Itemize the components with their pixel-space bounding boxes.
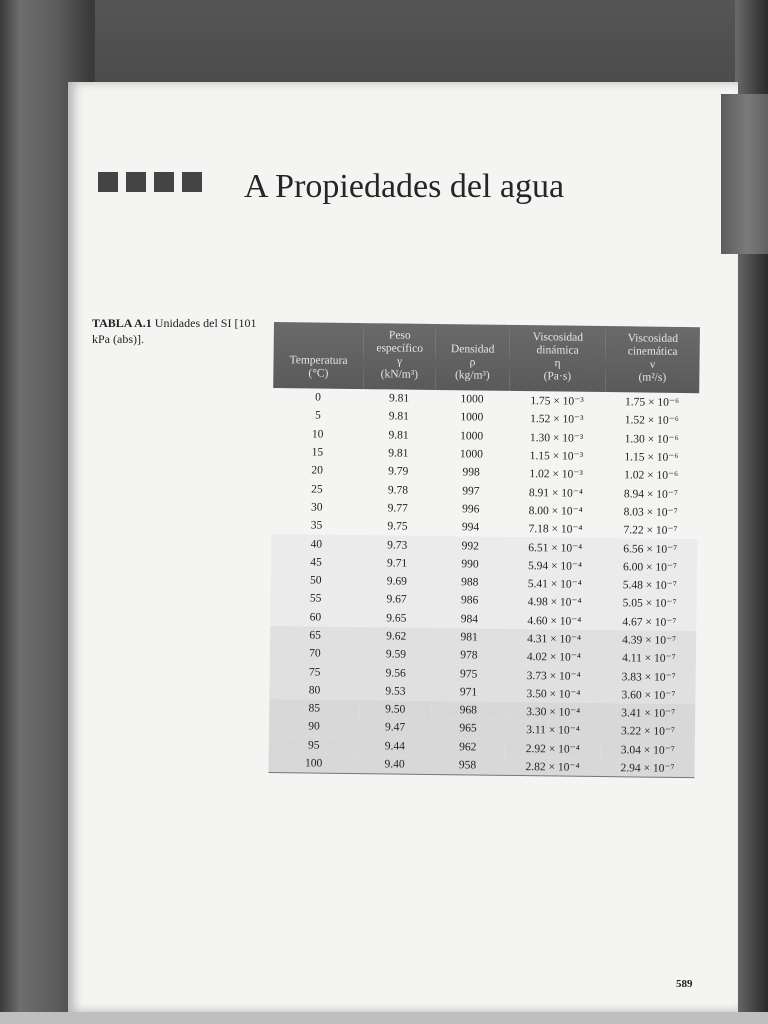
table-cell: 65 bbox=[309, 629, 321, 642]
table-cell: 6.00 × 10⁻⁷ bbox=[622, 561, 678, 574]
chapter-square bbox=[182, 172, 202, 192]
table-cell: 4.67 × 10⁻⁷ bbox=[622, 615, 677, 629]
table-cell: 962 bbox=[459, 741, 477, 754]
table-cell: 95 bbox=[308, 739, 320, 752]
table-cell: 9.81 bbox=[388, 392, 410, 405]
table-cell: 10 bbox=[311, 428, 324, 441]
chapter-square bbox=[98, 172, 118, 192]
table-cell: 9.53 bbox=[385, 685, 406, 698]
table-cell: 9.81 bbox=[388, 429, 409, 442]
table-cell: 1.15 × 10⁻³ bbox=[529, 450, 584, 463]
table-cell: 4.39 × 10⁻⁷ bbox=[622, 634, 677, 647]
table-cell: 9.47 bbox=[384, 721, 406, 735]
thumb-tab-marker bbox=[721, 94, 768, 254]
header-specific-weight: Peso específico γ (kN/m³) bbox=[363, 323, 436, 390]
header-temperature: Temperatura (°C) bbox=[273, 322, 364, 389]
table-cell: 997 bbox=[462, 484, 480, 498]
table-cell: 9.40 bbox=[358, 755, 430, 775]
table-cell: 975 bbox=[460, 667, 478, 681]
table-row bbox=[268, 754, 694, 778]
table-cell: 968 bbox=[459, 704, 477, 717]
table-cell: 4.31 × 10⁻⁴ bbox=[527, 633, 582, 646]
table-cell: 100 bbox=[268, 754, 358, 774]
table-cell: 4.60 × 10⁻⁴ bbox=[527, 614, 582, 628]
table-cell: 992 bbox=[461, 539, 479, 553]
page-number: 589 bbox=[676, 978, 693, 990]
table-cell: 3.41 × 10⁻⁷ bbox=[621, 707, 676, 721]
table-cell: 990 bbox=[461, 558, 479, 571]
table-cell: 20 bbox=[311, 464, 324, 477]
table-cell: 0 bbox=[315, 391, 322, 404]
table-cell: 3.22 × 10⁻⁷ bbox=[620, 725, 676, 739]
table-cell: 1.30 × 10⁻⁶ bbox=[624, 433, 679, 446]
table-cell: 986 bbox=[460, 594, 479, 607]
table-cell: 3.73 × 10⁻⁴ bbox=[526, 669, 581, 683]
table-cell: 70 bbox=[309, 647, 321, 660]
table-cell: 9.65 bbox=[386, 612, 407, 625]
header-density: Densidad ρ (kg/m³) bbox=[435, 324, 510, 391]
table-cell: 1.75 × 10⁻⁶ bbox=[624, 396, 680, 410]
table-cell: 50 bbox=[310, 574, 322, 587]
table-cell: 9.67 bbox=[386, 593, 407, 607]
table-cell: 40 bbox=[310, 537, 323, 551]
table-cell: 9.44 bbox=[384, 740, 405, 753]
table-cell: 25 bbox=[311, 483, 323, 496]
table-cell: 2.82 × 10⁻⁴ bbox=[504, 757, 600, 777]
chapter-square bbox=[126, 172, 146, 192]
table-cell: 30 bbox=[310, 501, 323, 514]
table-cell: 978 bbox=[460, 649, 478, 662]
table-cell: 4.02 × 10⁻⁴ bbox=[526, 651, 581, 665]
table-cell: 7.18 × 10⁻⁴ bbox=[528, 523, 583, 537]
table-cell: 1.02 × 10⁻³ bbox=[529, 468, 583, 482]
chapter-squares bbox=[98, 172, 202, 192]
table-cell: 971 bbox=[459, 686, 478, 699]
table-cell: 90 bbox=[308, 720, 320, 734]
table-cell: 1.52 × 10⁻³ bbox=[530, 413, 584, 427]
table-cell: 996 bbox=[462, 503, 480, 516]
water-properties-table bbox=[268, 322, 699, 778]
table-cell: 6.56 × 10⁻⁷ bbox=[623, 542, 678, 556]
table-body bbox=[268, 388, 699, 778]
table-cell: 984 bbox=[460, 613, 479, 626]
header-kinematic-viscosity: Viscosidad cinemática ν (m²/s) bbox=[605, 326, 700, 393]
table-caption-label: TABLA A.1 bbox=[92, 316, 152, 330]
table-cell: 3.83 × 10⁻⁷ bbox=[621, 670, 676, 684]
table-cell: 981 bbox=[460, 631, 478, 644]
table-cell: 9.75 bbox=[387, 520, 408, 533]
table-cell: 1.75 × 10⁻³ bbox=[530, 395, 584, 408]
table-cell: 15 bbox=[311, 446, 324, 459]
table-cell: 9.69 bbox=[386, 575, 407, 588]
table-cell: 5.48 × 10⁻⁷ bbox=[622, 579, 677, 593]
table-cell: 3.30 × 10⁻⁴ bbox=[526, 706, 581, 719]
table-cell: 8.03 × 10⁻⁷ bbox=[623, 506, 678, 519]
table-cell: 9.71 bbox=[386, 557, 408, 570]
table-cell: 8.94 × 10⁻⁷ bbox=[623, 487, 678, 501]
table-cell: 8.00 × 10⁻⁴ bbox=[528, 505, 583, 518]
table-cell: 8.91 × 10⁻⁴ bbox=[528, 486, 583, 500]
chapter-square bbox=[154, 172, 174, 192]
table-cell: 1000 bbox=[460, 411, 484, 425]
table-cell: 2.92 × 10⁻⁴ bbox=[525, 742, 580, 756]
table-cell: 4.11 × 10⁻⁷ bbox=[622, 652, 676, 666]
table-cell: 80 bbox=[308, 684, 321, 697]
table-cell: 6.51 × 10⁻⁴ bbox=[528, 541, 583, 555]
table-cell: 994 bbox=[461, 521, 480, 534]
table-cell: 1.52 × 10⁻⁶ bbox=[624, 414, 679, 428]
table-cell: 2.94 × 10⁻⁷ bbox=[600, 758, 694, 778]
table-cell: 9.50 bbox=[385, 703, 406, 716]
table-cell: 3.60 × 10⁻⁷ bbox=[621, 689, 676, 702]
table-cell: 9.78 bbox=[387, 484, 409, 497]
table-header-row bbox=[273, 322, 700, 393]
table-cell: 958 bbox=[430, 756, 504, 776]
table-cell: 5.41 × 10⁻⁴ bbox=[527, 578, 582, 591]
scan-background-bottom bbox=[0, 1012, 768, 1024]
table-cell: 1.15 × 10⁻⁶ bbox=[624, 451, 679, 464]
table-cell: 85 bbox=[308, 702, 321, 715]
table-cell: 4.98 × 10⁻⁴ bbox=[527, 596, 582, 610]
table-caption bbox=[92, 315, 262, 347]
table-cell: 3.11 × 10⁻⁴ bbox=[526, 724, 580, 738]
table-cell: 1000 bbox=[460, 393, 484, 406]
chapter-title: A Propiedades del agua bbox=[244, 168, 565, 205]
table-cell: 3.04 × 10⁻⁷ bbox=[620, 744, 675, 757]
table-cell: 60 bbox=[309, 611, 322, 624]
table-cell: 5.94 × 10⁻⁴ bbox=[527, 559, 583, 573]
table-cell: 9.59 bbox=[385, 648, 407, 661]
water-properties-table-wrap bbox=[268, 322, 700, 792]
table-cell: 55 bbox=[309, 592, 322, 606]
table-cell: 9.62 bbox=[386, 630, 407, 643]
table-cell: 35 bbox=[310, 519, 323, 532]
table-cell: 7.22 × 10⁻⁷ bbox=[623, 524, 678, 538]
header-dynamic-viscosity: Viscosidad dinámica η (Pa·s) bbox=[509, 325, 606, 392]
table-cell: 45 bbox=[310, 556, 322, 569]
table-cell: 1.02 × 10⁻⁶ bbox=[624, 469, 679, 483]
table-cell: 9.81 bbox=[388, 410, 409, 424]
table-cell: 1000 bbox=[459, 448, 483, 461]
table-cell: 75 bbox=[308, 666, 321, 679]
table-cell: 965 bbox=[459, 722, 477, 735]
table-cell: 1.30 × 10⁻³ bbox=[529, 431, 584, 445]
table-cell: 9.73 bbox=[387, 538, 408, 552]
table-cell: 9.56 bbox=[385, 666, 406, 680]
table-caption-text: Unidades del SI [101 kPa (abs)]. bbox=[92, 316, 257, 346]
table-cell: 9.79 bbox=[388, 465, 409, 478]
table-cell: 1000 bbox=[460, 430, 484, 443]
table-cell: 9.81 bbox=[388, 447, 409, 460]
table-cell: 9.77 bbox=[387, 502, 408, 515]
table-cell: 5 bbox=[314, 409, 321, 423]
table-cell: 998 bbox=[462, 466, 480, 479]
table-cell: 988 bbox=[461, 576, 479, 589]
table-cell: 5.05 × 10⁻⁷ bbox=[622, 597, 677, 611]
table-cell: 3.50 × 10⁻⁴ bbox=[526, 688, 581, 701]
